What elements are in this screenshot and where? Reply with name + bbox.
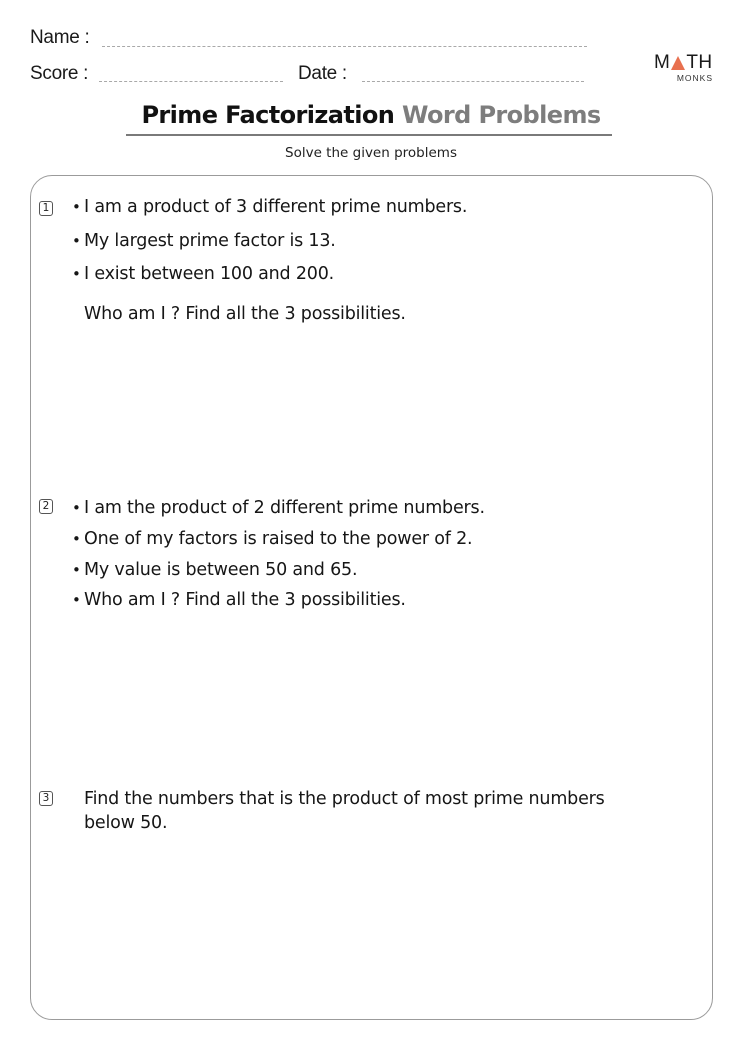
problem-3-answer-area[interactable] xyxy=(60,845,700,1010)
problem-number-badge: 2 xyxy=(39,499,53,514)
triangle-icon xyxy=(671,56,685,70)
bullet-icon: • xyxy=(72,232,81,250)
score-field[interactable] xyxy=(99,81,283,82)
problem-1-question: Who am I ? Find all the 3 possibilities. xyxy=(84,304,406,324)
page-subtitle: Solve the given problems xyxy=(285,145,457,161)
name-field[interactable] xyxy=(102,46,587,47)
page-title xyxy=(0,101,742,129)
bullet-icon: • xyxy=(72,591,81,609)
problem-2-answer-area[interactable] xyxy=(60,620,700,780)
logo-subtext: MONKS xyxy=(676,73,713,83)
logo-letters-th: TH xyxy=(686,52,713,73)
problem-number-badge: 1 xyxy=(39,201,53,216)
bullet-icon: • xyxy=(72,499,81,517)
name-label: Name : xyxy=(30,27,90,48)
title-underline xyxy=(126,134,612,136)
title-primary: Prime Factorization xyxy=(141,101,395,129)
problem-3-text-line-2: below 50. xyxy=(84,813,168,833)
date-field[interactable] xyxy=(362,81,584,82)
problem-2-clue-2: • One of my factors is raised to the power of 2. xyxy=(72,529,473,549)
problem-1-answer-area[interactable] xyxy=(60,335,700,485)
bullet-icon: • xyxy=(72,265,81,283)
problem-1-clue-2: • My largest prime factor is 13. xyxy=(72,231,336,251)
problem-3-text-line-1: Find the numbers that is the product of most prime numbers xyxy=(84,789,605,809)
date-label: Date : xyxy=(298,63,347,84)
score-label: Score : xyxy=(30,63,89,84)
bullet-icon: • xyxy=(72,530,81,548)
math-monks-logo xyxy=(654,53,714,83)
problem-1-clue-1: • I am a product of 3 different prime numbers. xyxy=(72,197,468,217)
problem-2-clue-1: • I am the product of 2 different prime numbers. xyxy=(72,498,485,518)
problem-2-clue-3: • My value is between 50 and 65. xyxy=(72,560,358,580)
problem-number-badge: 3 xyxy=(39,791,53,806)
logo-letter-m: M xyxy=(654,52,671,73)
bullet-icon: • xyxy=(72,561,81,579)
bullet-icon: • xyxy=(72,198,81,216)
problem-1-clue-3: • I exist between 100 and 200. xyxy=(72,264,334,284)
problem-2-clue-4: • Who am I ? Find all the 3 possibilities. xyxy=(72,590,406,610)
title-secondary: Word Problems xyxy=(401,101,601,129)
